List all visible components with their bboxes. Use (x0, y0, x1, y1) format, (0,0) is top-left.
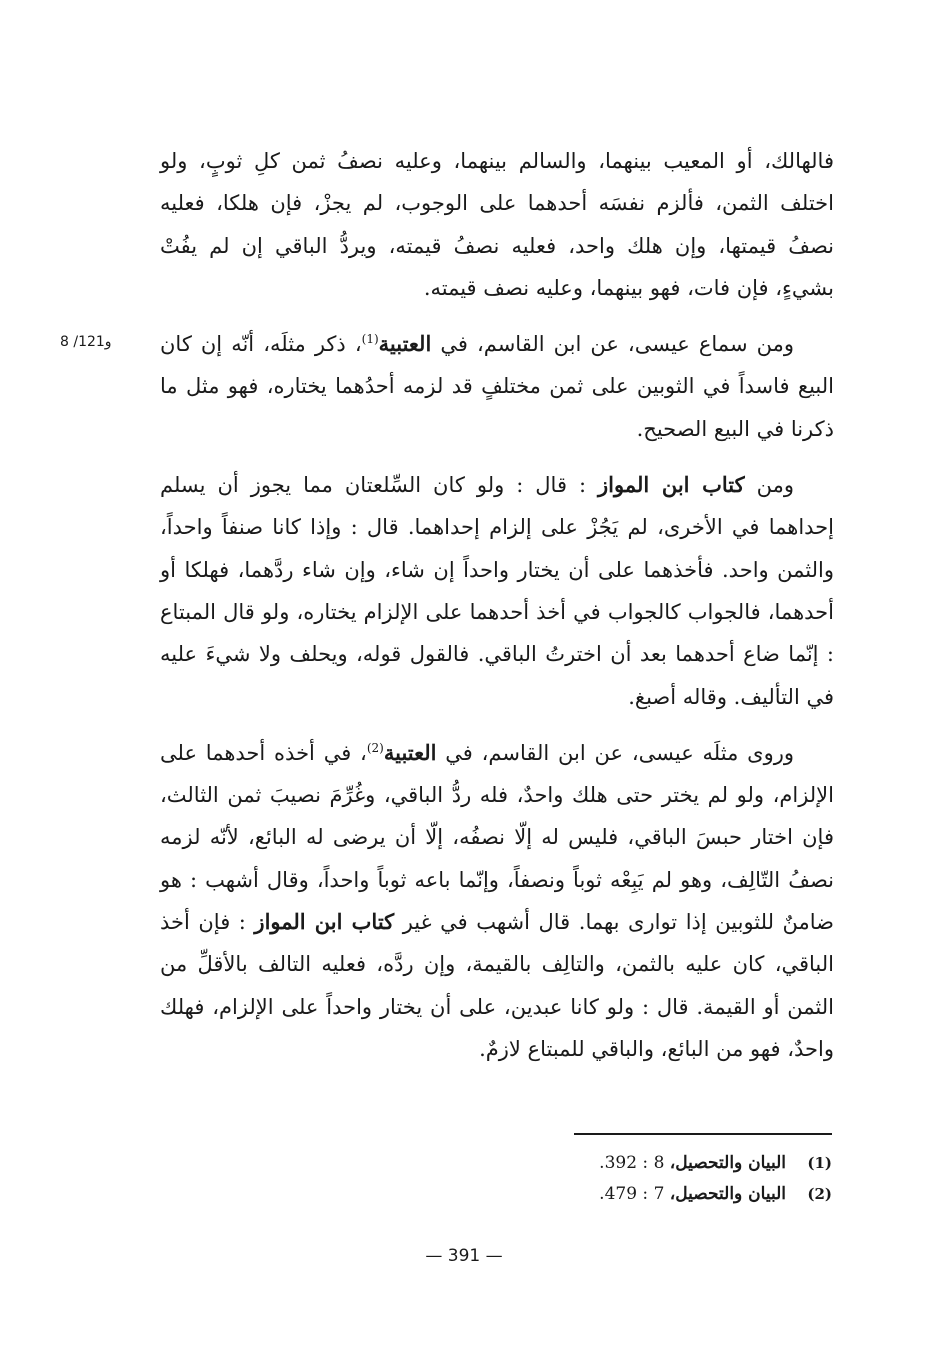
footnote-2-number: (2) (807, 1185, 832, 1203)
paragraph-2-lead: ومن سماع عيسى، عن ابن القاسم، في (431, 332, 794, 357)
paragraph-3-lead: ومن (744, 473, 794, 498)
footnote-2-text (599, 1179, 786, 1210)
paragraph-3-source-title: كتاب ابن المواز (598, 472, 745, 498)
paragraph-3-rest: : قال : ولو كان السِّلعتان مما يجوز أن يسلم إحداهما في الأخرى، لم يَجُزْ على إلزام إحداهما. قال : وإذا كانا صنفاً واحداً، والثمن واحد. فأخذهما على أن يختار واحداً إن شاء، وإن شاء ردَّهما، فهلكا أو أحدهما، فالجواب كالجواب في أخذ أحدهما على الإلزام يختاره، ولو قال المبتاع : إنّما ضاع أحدهما بعد أن اخترتُ الباقي. فالقول قوله، ويحلف ولا شيءَ عليه في التأليف. وقاله أصبغ. (160, 473, 834, 709)
footnote-2-title: البيان والتحصيل، (669, 1184, 786, 1204)
paragraph-2-rest: ، ذكر مثلَه، أنّه إن كان البيع فاسداً في الثوبين على ثمن مختلفٍ قد لزمه أحدُهما يختاره، فهو مثل ما ذكرنا في البيع الصحيح. (160, 332, 834, 441)
paragraph-1 (160, 140, 834, 309)
paragraph-4-rest: : فإن أخذ الباقي، كان عليه بالثمن، والتالِف بالقيمة، وإن ردَّه، فعليه التالف بالأقلِّ من الثمن أو القيمة. قال : ولو كانا عبدين، على أن يختار واحداً على الإلزام، فهلك واحدٌ، فهو من البائع، والباقي للمبتاع لازمٌ. (160, 910, 834, 1061)
footnote-1-text (599, 1148, 786, 1179)
main-text (160, 140, 834, 1070)
paragraph-4-source-title: العتبية (383, 739, 437, 765)
footnote-1-number: (1) (807, 1154, 832, 1172)
footnote-2 (492, 1179, 832, 1210)
paragraph-1-text: فالهالك، أو المعيب بينهما، والسالم بينهما، وعليه نصفُ ثمن كلِ ثوبٍ، ولو اختلف الثمن، فألزم نفسَه أحدهما على الوجوب، لم يجزْ، فإن هلكا، فعليه نصفُ قيمتها، وإن هلك واحد، فعليه نصفُ قيمته، ويردُّ الباقي إن لم يفُتْ بشيءٍ، فإن فات، فهو بينهما، وعليه نصف قيمته. (160, 149, 834, 300)
footnotes (492, 1148, 832, 1210)
footnote-marker-2[interactable]: (2) (366, 740, 384, 755)
paragraph-4-lead: وروى مثلَه عيسى، عن ابن القاسم، في (436, 740, 794, 765)
paragraph-4-source-title-2: كتاب ابن المواز (254, 909, 395, 935)
paragraph-4-mid: ، في أخذه أحدهما على الإلزام، ولو لم يختر حتى هلك واحدٌ، فله ردُّ الباقي، وغُرِّمَ نصيبَ ثمن الثالث، فإن اختار حبسَ الباقي، فليس له إلّا نصفُه، إلّا أن يرضى له البائع، لأنّه لزمه نصفُ التّالِف، وهو لم يَبِعْه ثوباً ونصفاً، وإنّما باعه ثوباً واحداً، وقال أشهب : هو ضامنٌ للثوبين إذا توارى بهما. قال أشهب في غير (160, 740, 834, 935)
paragraph-2-source-title: العتبية (378, 331, 432, 357)
footnote-marker-1[interactable]: (1) (361, 332, 379, 347)
footnote-2-ref: 7 : 479. (599, 1184, 670, 1204)
footnote-1-title: البيان والتحصيل، (669, 1153, 786, 1173)
footnote-1 (492, 1148, 832, 1179)
footnote-divider (574, 1133, 832, 1135)
paragraph-4 (160, 732, 834, 1070)
manuscript-folio-reference: 8 /121و (60, 334, 112, 350)
paragraph-2 (160, 323, 834, 450)
footnote-1-ref: 8 : 392. (599, 1153, 670, 1173)
paragraph-3 (160, 464, 834, 718)
page-number: — 391 — (425, 1246, 503, 1266)
